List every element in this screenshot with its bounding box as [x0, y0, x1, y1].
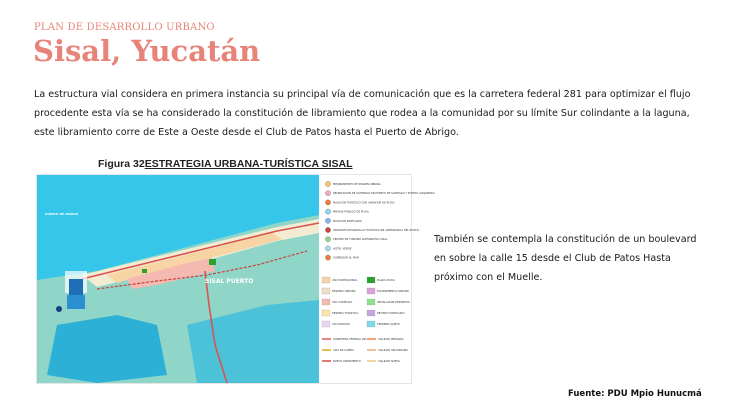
legend-zone-swatch [322, 277, 330, 283]
legend-zone-swatch [367, 277, 375, 283]
legend-symbol-label: REUBICACIÓN DE VIVIENDAS EN PUERTO DE SANTIAGO Y PUERTO ALEJANDRÍA [333, 192, 435, 196]
legend-symbol-label: CORREDOR AL MAR [333, 256, 359, 260]
legend-line-label: VIALIDAD NUEVA [378, 360, 400, 363]
legend-zone-swatch [322, 288, 330, 294]
legend-zone-swatch [367, 321, 375, 327]
legend-zone-label: INSTALACIÓN DEPORTIVA [377, 301, 410, 304]
legend-symbol-icon [325, 181, 330, 186]
intro-paragraph: La estructura vial considera en primera instancia su principal vía de comunicación que es la carretera federal 281 para optimizar el flujo procedente esta vía se ha considerado la constitución de libramiento que rodea a la comunidad por su límite Sur colindante a la laguna, este libramiento corre de Este a Oeste desde el Club de Patos hasta el Puerto de Abrigo. [34, 89, 691, 138]
legend-zone-swatch [322, 299, 330, 305]
legend-symbol-icon [325, 227, 330, 232]
legend-zone-swatch [322, 310, 330, 316]
legend-line-label: VÍAS DE CAMPO [333, 349, 354, 352]
figure-caption [98, 158, 353, 170]
legend-symbol-label: MALECÓN TURÍSTICO CON ANDADOR DE PLAYA [333, 201, 395, 205]
legend-zone-label: PLAZA CÍVICA [377, 279, 395, 282]
legend-zone-swatch [367, 310, 375, 316]
legend-zone-label: EQUIPAMIENTO URBANO [377, 290, 409, 293]
legend-zone-label: RESERVA TURÍSTICA [332, 312, 359, 315]
legend-symbol-icon [325, 218, 330, 223]
legend-zone-label: USO TURÍSTICO [332, 301, 353, 304]
legend-symbol-label: MEJORAMIENTO DE IMAGEN URBANA [333, 183, 381, 186]
figure-caption-prefix: Figura 32 [98, 158, 145, 170]
legend-zone-swatch [322, 321, 330, 327]
legend-line-label: NUEVO LIBRAMIENTO [333, 360, 361, 363]
legend-zone-label: TERRENO SUJETO [377, 323, 400, 326]
source-note: Fuente: PDU Mpio Hunucmá [568, 389, 702, 399]
legend-symbol-icon [325, 246, 330, 251]
legend-symbol-label: UNIDADES DESARROLLO TURÍSTICO EN ALTERNANCIA DEL PACIFIC [333, 229, 420, 232]
legend-symbol-label: PARQUE PÚBLICO DE PLAYA [333, 210, 369, 214]
aside-paragraph: También se contempla la constitución de un boulevard en sobre la calle 15 desde el Club de Patos Hasta próximo con el Muelle. [434, 234, 697, 283]
legend-symbol-label: HOTEL VERDE [333, 247, 352, 251]
legend-zone-label: USO PRIVADO [332, 323, 350, 326]
legend-symbol-icon [325, 191, 330, 196]
page-kicker: PLAN DE DESARROLLO URBANO [34, 22, 215, 33]
figure-caption-title: ESTRATEGIA URBANA-TURÍSTICA SISAL [144, 158, 353, 170]
page-title: Sisal, Yucatán [33, 34, 261, 68]
legend-zone-swatch [367, 299, 375, 305]
legend-zone-label: USO HABITACIONAL [332, 279, 358, 282]
legend-symbol-icon [325, 209, 330, 214]
strategy-map-svg [37, 175, 435, 383]
legend-symbol-label: MALECÓN PORTUARIO [333, 219, 362, 223]
strategy-map [36, 174, 435, 384]
legend-zone-swatch [367, 288, 375, 294]
legend-line-label: VIALIDAD SECUNDARIA [378, 349, 409, 352]
legend-line-label: CARRETERA FEDERAL 281 [333, 338, 367, 341]
legend-line-label: VIALIDAD PRIMARIA [378, 338, 404, 341]
legend-zone-label: RESERVA URBANA [332, 290, 356, 293]
map-area [37, 175, 319, 383]
legend-symbol-icon [325, 255, 330, 260]
legend-symbol-icon [325, 237, 330, 242]
map-label-town: SISAL PUERTO [205, 278, 254, 285]
legend-symbol-icon [325, 200, 330, 205]
legend-symbol-label: CENTRO DE TURISMO ALTERNATIVO SISAL [333, 238, 388, 242]
map-label-harbor: PUERTO DE ABRIGO [45, 212, 79, 216]
legend-zone-label: RECINTO PORTUARIO [377, 312, 405, 315]
map-legend [319, 175, 435, 383]
